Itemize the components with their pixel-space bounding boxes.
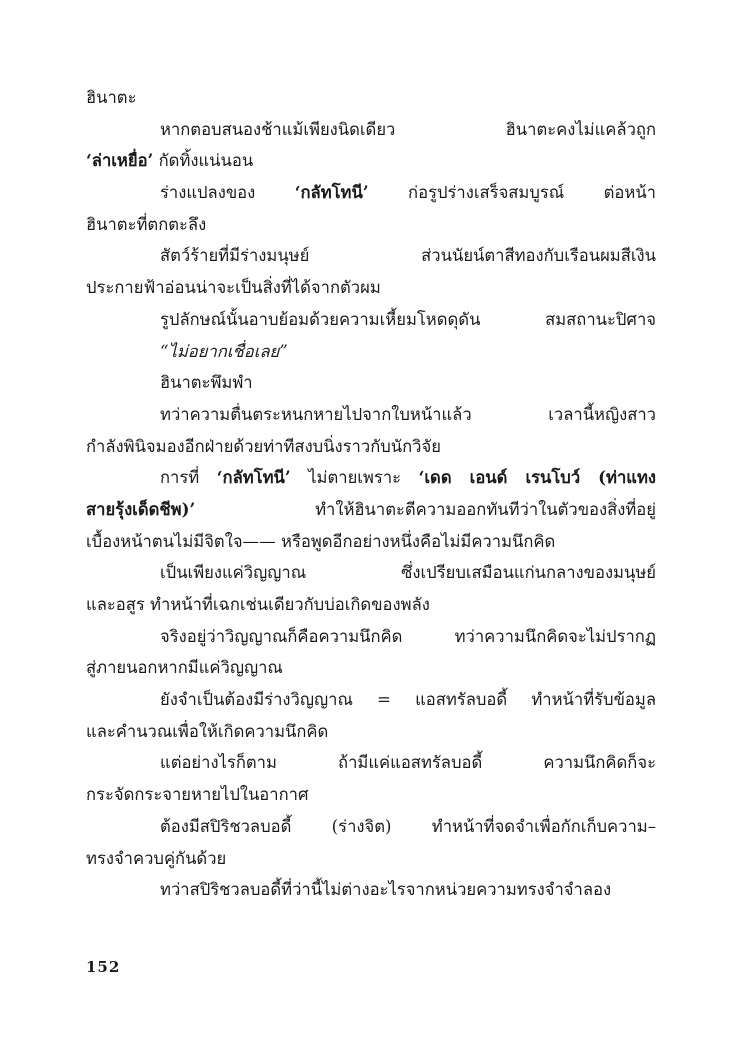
- text-line: [86, 526, 656, 558]
- line-text: ทำให้ฮินาตะตีความออกทันทีว่าในตัวของสิ่งที่อยู่: [195, 499, 656, 519]
- line-text: แต่อย่างไรก็ตาม ถ้ามีแค่แอสทรัลบอดี้ ความนึกคิดก็จะ: [160, 753, 656, 773]
- dialogue-line: [86, 336, 656, 368]
- line-text: ก่อรูปร่างเสร็จสมบูรณ์ ต่อหน้า: [368, 183, 656, 203]
- text-line: [86, 652, 656, 684]
- page-number: 152: [86, 958, 121, 976]
- line-text: ทรงจำควบคู่กันด้วย: [86, 848, 227, 868]
- line-text: การที่: [160, 468, 217, 488]
- line-text: ประกายฟ้าอ่อนน่าจะเป็นสิ่งที่ได้จากตัวผม: [86, 278, 381, 298]
- text-line: [86, 82, 656, 114]
- line-text: สู่ภายนอกหากมีแค่วิญญาณ: [86, 658, 283, 678]
- line-text: ไม่ตายเพราะ: [290, 468, 419, 488]
- line-text: กัดทิ้งแน่นอน: [153, 151, 254, 171]
- text-line: [86, 843, 656, 875]
- line-text: ฮินาตะ: [86, 88, 137, 107]
- bold-term: ‘เดด เอนด์ เรนโบว์ (ท่าแทง: [418, 467, 656, 488]
- text-line: [86, 716, 656, 748]
- line-text: และอสูร ทำหน้าที่เฉกเช่นเดียวกับบ่อเกิดของพลัง: [86, 595, 430, 614]
- dialogue-text: “ไม่อยากเชื่อเลย”: [160, 341, 288, 361]
- line-text: ทว่าสปิริชวลบอดี้ที่ว่านี้ไม่ต่างอะไรจากหน่วยความทรงจำจำลอง: [160, 880, 612, 900]
- paragraph-start-line: [86, 811, 656, 843]
- text-line: [86, 779, 656, 811]
- line-text: ยังจำเป็นต้องมีร่างวิญญาณ = แอสทรัลบอดี้ ทำหน้าที่รับข้อมูล: [160, 690, 656, 710]
- text-line: [86, 209, 656, 241]
- body-text: [86, 82, 656, 906]
- paragraph-start-line: [86, 462, 656, 494]
- paragraph-start-line: [86, 874, 656, 906]
- text-line: [86, 589, 656, 621]
- text-line: [86, 272, 656, 304]
- paragraph-start-line: [86, 367, 656, 399]
- line-text: กำลังพินิจมองอีกฝ่ายด้วยท่าทีสงบนิ่งราวกับนักวิจัย: [86, 436, 441, 456]
- paragraph-start-line: [86, 557, 656, 589]
- line-text: เบื้องหน้าตนไม่มีจิตใจ—— หรือพูดอีกอย่างหนึ่งคือไม่มีความนึกคิด: [86, 531, 556, 551]
- paragraph-start-line: [86, 114, 656, 146]
- text-line: [86, 494, 656, 526]
- paragraph-start-line: [86, 621, 656, 653]
- line-text: ร่างแปลงของ: [160, 183, 295, 203]
- line-text: รูปลักษณ์นั้นอาบย้อมด้วยความเหี้ยมโหดดุดัน สมสถานะปิศาจ: [160, 309, 656, 329]
- line-text: สัตว์ร้ายที่มีร่างมนุษย์ ส่วนนัยน์ตาสีทองกับเรือนผมสีเงิน: [160, 246, 656, 266]
- bold-term: ‘ล่าเหยื่อ’: [86, 150, 154, 171]
- line-text: ฮินาตะที่ตกตะลึง: [86, 214, 207, 234]
- paragraph-start-line: [86, 240, 656, 272]
- line-text: และคำนวณเพื่อให้เกิดความนึกคิด: [86, 721, 329, 741]
- line-text: หากตอบสนองช้าแม้เพียงนิดเดียว ฮินาตะคงไม่แคล้วถูก: [160, 119, 656, 139]
- paragraph-start-line: [86, 399, 656, 431]
- bold-term: ‘กลัทโทนี’: [294, 182, 369, 203]
- paragraph-start-line: [86, 684, 656, 716]
- line-text: ต้องมีสปิริชวลบอดี้ (ร่างจิต) ทำหน้าที่จดจำเพื่อกักเก็บความ–: [160, 816, 656, 836]
- paragraph-start-line: [86, 304, 656, 336]
- bold-term: สายรุ้งเด็ดชีพ)’: [86, 498, 196, 519]
- text-line: [86, 145, 656, 177]
- line-text: เป็นเพียงแค่วิญญาณ ซึ่งเปรียบเสมือนแก่นกลางของมนุษย์: [160, 563, 656, 583]
- line-text: จริงอยู่ว่าวิญญาณก็คือความนึกคิด ทว่าความนึกคิดจะไม่ปรากฏ: [160, 626, 656, 646]
- line-text: ทว่าความตื่นตระหนกหายไปจากใบหน้าแล้ว เวลานี้หญิงสาว: [160, 404, 656, 424]
- line-text: กระจัดกระจายหายไปในอากาศ: [86, 785, 309, 805]
- text-line: [86, 431, 656, 463]
- bold-term: ‘กลัทโทนี’: [216, 467, 291, 488]
- paragraph-start-line: [86, 177, 656, 209]
- paragraph-start-line: [86, 747, 656, 779]
- line-text: ฮินาตะพึมพำ: [160, 373, 253, 393]
